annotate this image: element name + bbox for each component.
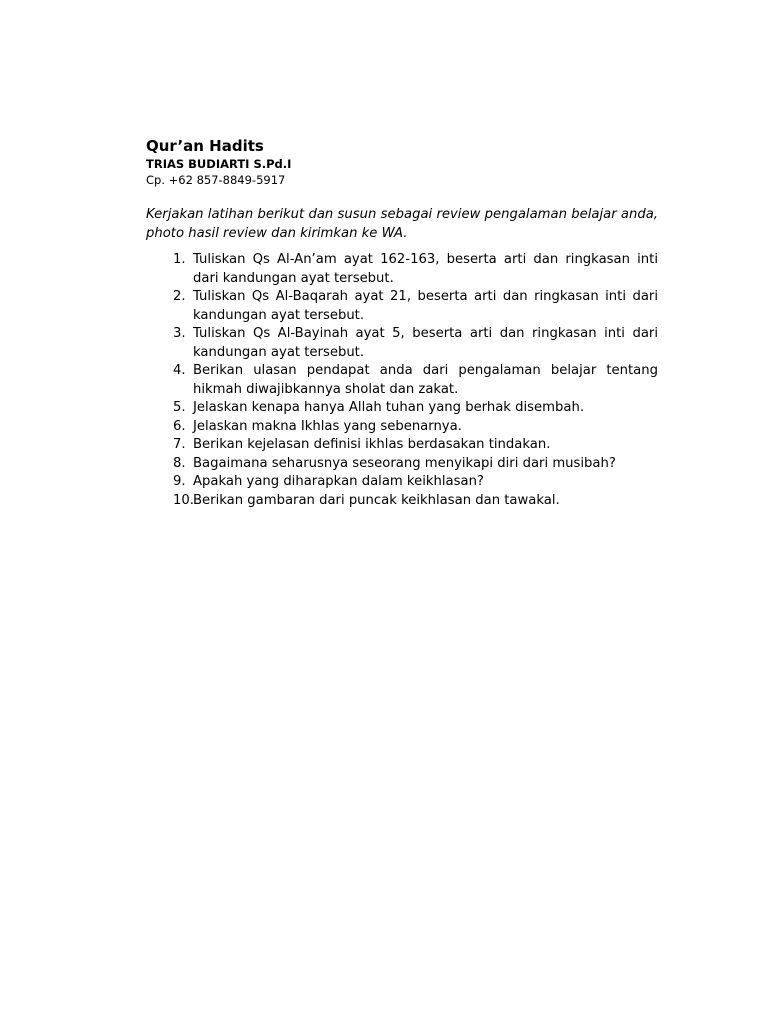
task-number: 6. (173, 418, 186, 434)
task-text: Berikan gambaran dari puncak keikhlasan dan tawakal. (193, 492, 560, 508)
task-text: Berikan ulasan pendapat anda dari pengalaman belajar tentang hikmah diwajibkannya sholat dan zakat. (193, 363, 658, 397)
task-item (146, 288, 658, 325)
task-number: 2. (173, 289, 186, 304)
document-title: Qur’an Hadits (146, 137, 264, 155)
task-item (146, 362, 658, 399)
task-text: Apakah yang diharapkan dalam keikhlasan? (193, 474, 484, 489)
task-item (146, 399, 658, 418)
contact-phone: Cp. +62 857-8849-5917 (146, 173, 286, 187)
author-name: TRIAS BUDIARTI S.Pd.I (146, 157, 292, 171)
task-number: 1. (173, 252, 186, 267)
task-number: 8. (173, 455, 186, 471)
task-item (146, 418, 658, 437)
task-text: Tuliskan Qs Al-An’am ayat 162-163, beserta arti dan ringkasan inti dari kandungan ayat tersebut. (193, 252, 658, 286)
task-item (146, 251, 658, 288)
task-item (146, 455, 658, 474)
task-text: Jelaskan makna Ikhlas yang sebenarnya. (193, 418, 462, 434)
task-item (146, 325, 658, 362)
task-text: Bagaimana seharusnya seseorang menyikapi diri dari musibah? (193, 455, 616, 471)
task-item (146, 492, 658, 511)
task-text: Tuliskan Qs Al-Baqarah ayat 21, beserta arti dan ringkasan inti dari kandungan ayat tersebut. (193, 289, 658, 323)
task-number: 7. (173, 437, 186, 452)
task-number: 9. (173, 474, 186, 489)
task-number: 5. (173, 400, 186, 415)
task-text: Berikan kejelasan definisi ikhlas berdasakan tindakan. (193, 437, 551, 452)
task-number: 10. (173, 492, 194, 508)
task-list (146, 251, 658, 510)
document-page (146, 136, 658, 510)
task-item (146, 436, 658, 455)
task-item (146, 473, 658, 492)
task-text: Tuliskan Qs Al-Bayinah ayat 5, beserta arti dan ringkasan inti dari kandungan ayat tersebut. (193, 326, 658, 360)
task-text: Jelaskan kenapa hanya Allah tuhan yang berhak disembah. (193, 400, 585, 415)
task-number: 4. (173, 363, 186, 378)
task-number: 3. (173, 326, 186, 341)
instruction-paragraph: Kerjakan latihan berikut dan susun sebagai review pengalaman belajar anda, photo hasil review dan kirimkan ke WA. (146, 207, 658, 241)
